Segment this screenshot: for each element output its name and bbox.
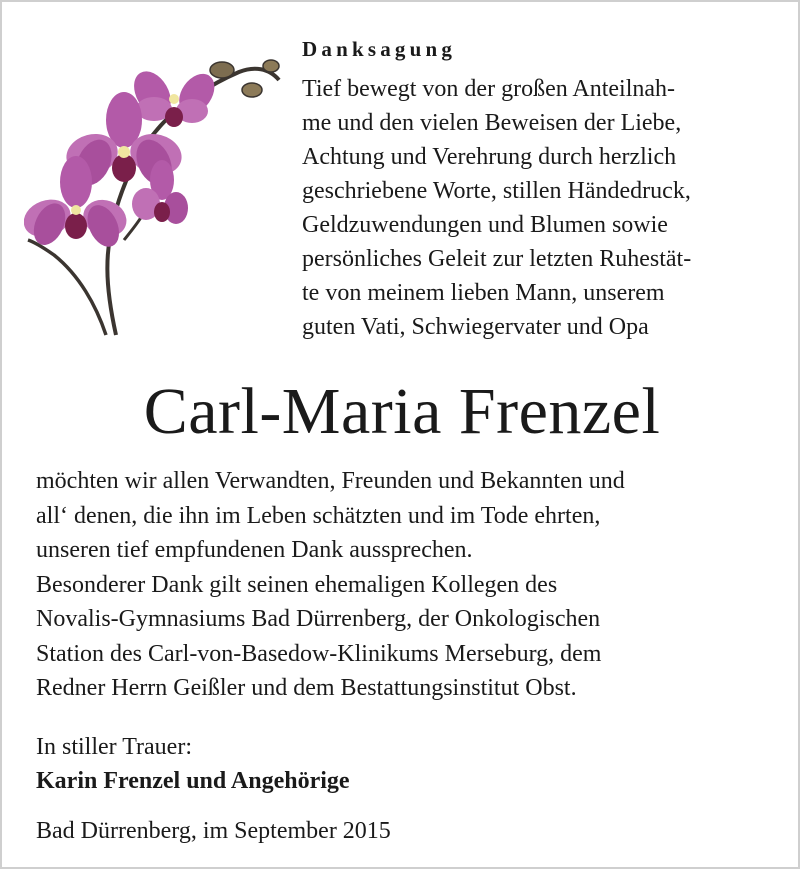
intro-line: me und den vielen Beweisen der Liebe, bbox=[302, 110, 682, 136]
deceased-name: Carl-Maria Frenzel bbox=[143, 375, 661, 448]
intro-line: guten Vati, Schwiegervater und Opa bbox=[302, 314, 649, 340]
mourners-names: Karin Frenzel und Angehörige bbox=[36, 768, 350, 794]
body-block bbox=[36, 464, 786, 706]
intro-line: Geldzuwendungen und Blumen sowie bbox=[302, 212, 668, 238]
body-line: all‘ denen, die ihn im Leben schätzten und im Tode ehrten, bbox=[36, 502, 601, 529]
mourning-block bbox=[36, 730, 736, 798]
body-line: unseren tief empfundenen Dank aussprechen. bbox=[36, 537, 473, 563]
heading-title: Danksagung bbox=[302, 37, 457, 61]
orchid-illustration bbox=[24, 50, 292, 340]
intro-block bbox=[302, 32, 782, 344]
intro-line: te von meinem lieben Mann, unserem bbox=[302, 280, 665, 306]
body-line: Redner Herrn Geißler und dem Bestattungsinstitut Obst. bbox=[36, 675, 577, 701]
intro-line: persönliches Geleit zur letzten Ruhestät- bbox=[302, 246, 692, 272]
intro-line: geschriebene Worte, stillen Händedruck, bbox=[302, 178, 691, 204]
body-line: Besonderer Dank gilt seinen ehemaligen Kollegen des bbox=[36, 571, 558, 598]
body-line: Novalis-Gymnasiums Bad Dürrenberg, der Onkologischen bbox=[36, 606, 601, 632]
body-line: möchten wir allen Verwandten, Freunden und Bekannten und bbox=[36, 468, 625, 494]
place-date: Bad Dürrenberg, im September 2015 bbox=[36, 818, 391, 844]
body-line: Station des Carl-von-Basedow-Klinikums Merseburg, dem bbox=[36, 640, 602, 667]
intro-line: Achtung und Verehrung durch herzlich bbox=[302, 144, 677, 170]
mourning-intro: In stiller Trauer: bbox=[36, 734, 192, 760]
intro-line: Tief bewegt von der großen Anteilnah- bbox=[302, 76, 676, 102]
